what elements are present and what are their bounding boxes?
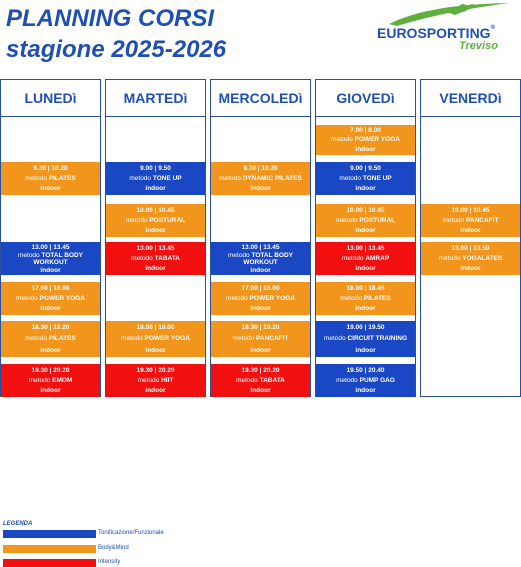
- course-slot: 18.30 | 19.20 metodo PANCAFIT indoor: [211, 321, 310, 357]
- day-column-giovedi: [315, 79, 416, 397]
- eurosporting-logo: [377, 0, 517, 58]
- course-slot: 9.30 | 10.20 metodo DYNAMIC PILATES indoor: [211, 162, 310, 195]
- legend-swatch-orange: [3, 545, 96, 553]
- day-column-venerdi: [420, 79, 521, 397]
- course-slot: 7.00 | 8.00 metodo POWER YOGA indoor: [316, 125, 415, 155]
- legend-swatch-red: [3, 559, 96, 567]
- legend-label: Body&Mind: [98, 545, 129, 551]
- day-header-martedi: MARTEDì: [106, 80, 205, 117]
- course-slot: 13.00 | 13.45 metodo TABATA indoor: [106, 242, 205, 275]
- course-slot: 17.00 | 18.00 metodo POWER YOGA indoor: [211, 282, 310, 315]
- day-header-mercoledi: MERCOLEDì: [211, 80, 310, 117]
- course-slot: 9.00 | 9.50 metodo TONE UP indoor: [316, 162, 415, 195]
- legend-title: LEGENDA: [3, 521, 33, 527]
- day-column-martedi: [105, 79, 206, 397]
- course-slot: 13.00 | 13.45 metodo AMRAP indoor: [316, 242, 415, 275]
- course-slot: 19.00 | 19.50 metodo CIRCUIT TRAINING indoor: [316, 321, 415, 357]
- page-subtitle: stagione 2025-2026: [6, 36, 227, 63]
- legend-label: Tonificazione/Funzionale: [98, 530, 164, 536]
- course-slot: 10.00 | 10.45 metodo PANCAFIT indoor: [421, 204, 520, 237]
- course-slot: 17.00 | 18.00 metodo POWER YOGA indoor: [1, 282, 100, 315]
- course-slot: 18.00 | 18.45 metodo PILATES indoor: [316, 282, 415, 315]
- course-slot: 13.00 | 13.45 metodo TOTAL BODY WORKOUT indoor: [1, 242, 100, 275]
- course-slot: 19.30 | 20.20 metodo EMOM indoor: [1, 364, 100, 397]
- day-header-venerdi: VENERDì: [421, 80, 520, 117]
- course-slot: 19.50 | 20.40 metodo PUMP GAG indoor: [316, 364, 415, 397]
- logo-city: Treviso: [459, 40, 498, 52]
- course-slot: 9.00 | 9.50 metodo TONE UP indoor: [106, 162, 205, 195]
- day-column-mercoledi: [210, 79, 311, 397]
- course-slot: 19.30 | 20.20 metodo HIIT indoor: [106, 364, 205, 397]
- course-slot: 19.30 | 20.20 metodo TABATA indoor: [211, 364, 310, 397]
- logo-wordmark: EUROSPORTING®: [377, 25, 495, 41]
- course-slot: 9.30 | 10.20 metodo PILATES indoor: [1, 162, 100, 195]
- course-slot: 10.00 | 10.45 metodo POSTURAL indoor: [106, 204, 205, 237]
- course-slot: 10.00 | 10.45 metodo POSTURAL indoor: [316, 204, 415, 237]
- course-slot: 18.00 | 19.00 metodo POWER YOGA indoor: [106, 321, 205, 357]
- course-slot: 13.00 | 13.45 metodo TOTAL BODY WORKOUT indoor: [211, 242, 310, 275]
- day-header-lunedi: LUNEDì: [1, 80, 100, 117]
- course-slot: 18.30 | 19.20 metodo PILATES indoor: [1, 321, 100, 357]
- day-header-giovedi: GIOVEDì: [316, 80, 415, 117]
- page-title: PLANNING CORSI: [6, 5, 215, 32]
- course-slot: 13.00 | 13.50 metodo YOGALATES indoor: [421, 242, 520, 275]
- legend-label: Intensity: [98, 559, 121, 565]
- day-column-lunedi: [0, 79, 101, 397]
- legend-swatch-blue: [3, 530, 96, 538]
